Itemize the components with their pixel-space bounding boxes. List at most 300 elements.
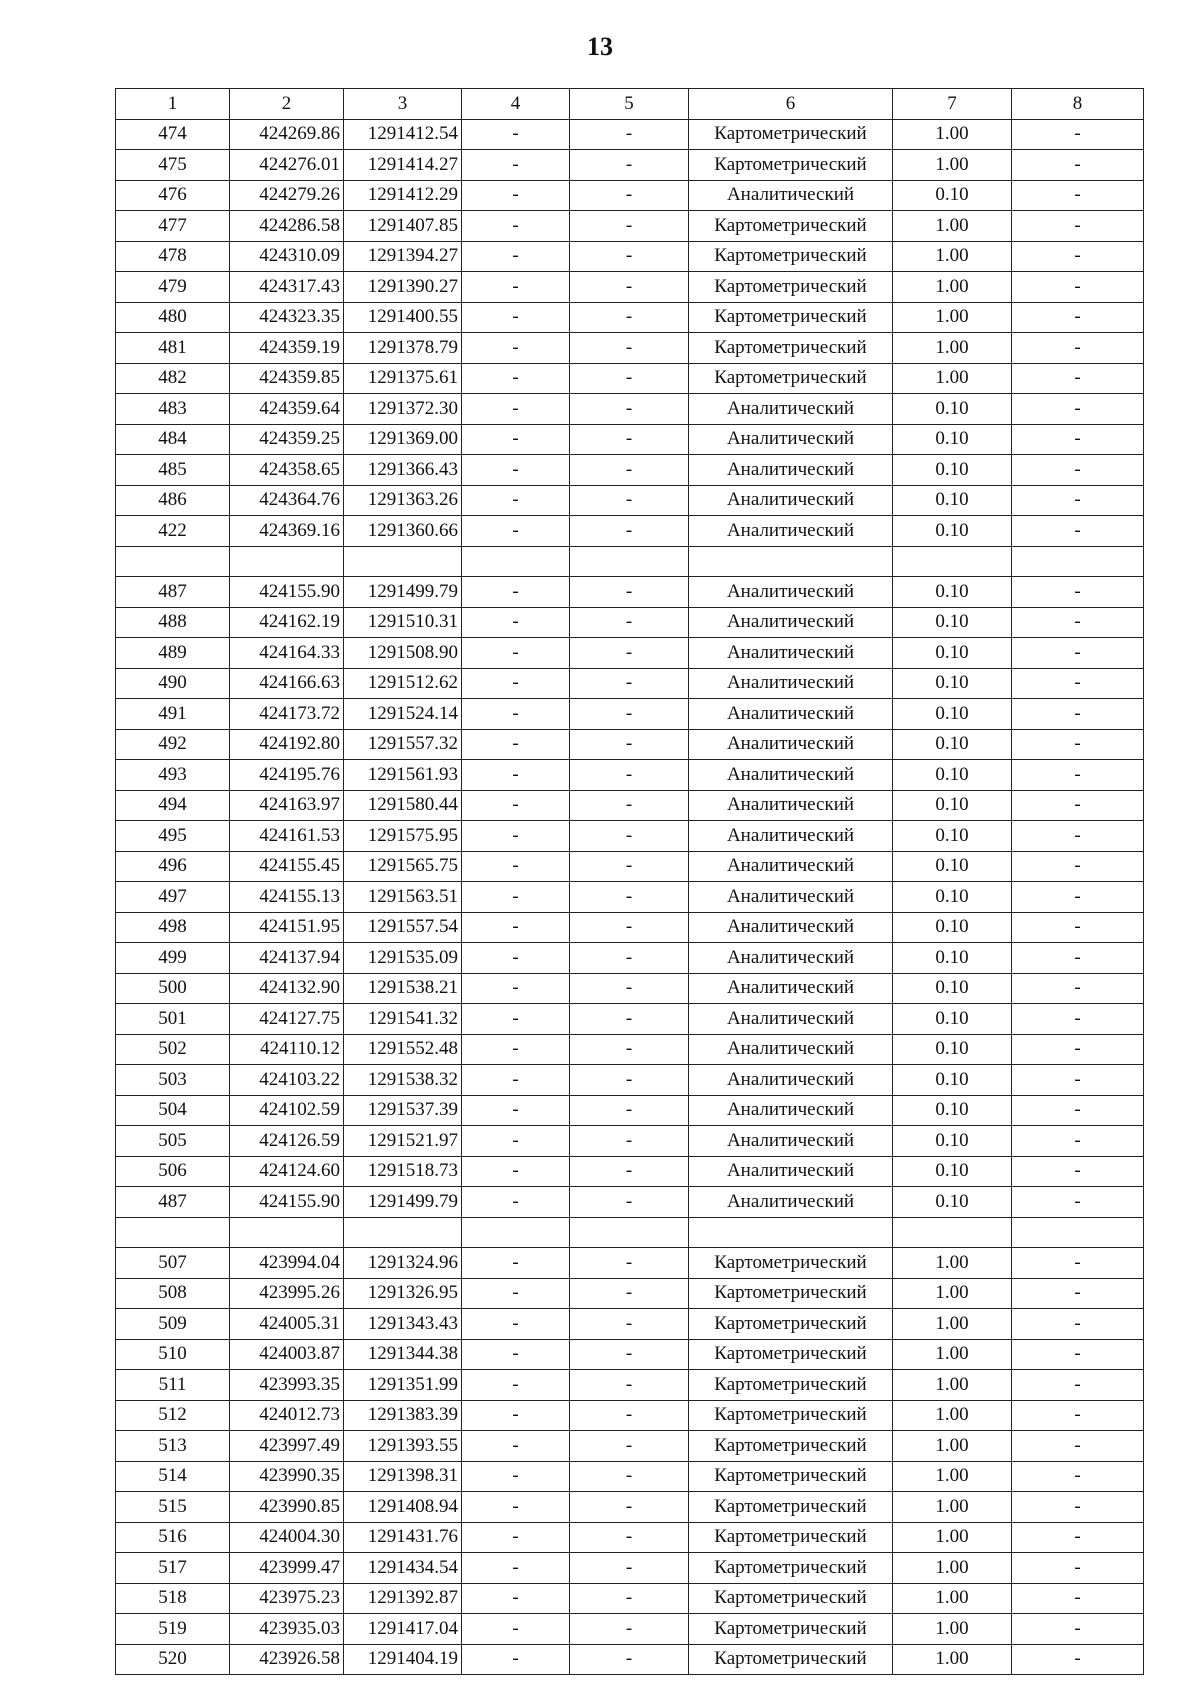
cell-x-coordinate: 424359.85 [230, 363, 344, 394]
cell-point-number: 485 [116, 455, 230, 486]
cell-x-coordinate: 424005.31 [230, 1309, 344, 1340]
cell-y-coordinate: 1291343.43 [344, 1309, 462, 1340]
cell-col-8: - [1012, 180, 1144, 211]
table-row [116, 1248, 1144, 1279]
cell-col-8: - [1012, 363, 1144, 394]
cell-method: Картометрический [689, 1553, 893, 1584]
cell-point-number: 484 [116, 424, 230, 455]
cell-col-4 [462, 546, 570, 577]
cell-col-8: - [1012, 821, 1144, 852]
cell-y-coordinate: 1291407.85 [344, 211, 462, 242]
cell-y-coordinate: 1291394.27 [344, 241, 462, 272]
cell-method: Аналитический [689, 394, 893, 425]
cell-accuracy: 1.00 [893, 1644, 1012, 1675]
cell-y-coordinate: 1291563.51 [344, 882, 462, 913]
cell-point-number: 517 [116, 1553, 230, 1584]
cell-point-number: 507 [116, 1248, 230, 1279]
cell-method: Аналитический [689, 943, 893, 974]
table-row [116, 1522, 1144, 1553]
cell-col-8: - [1012, 943, 1144, 974]
cell-method: Картометрический [689, 333, 893, 364]
cell-col-8 [1012, 546, 1144, 577]
cell-x-coordinate: 424003.87 [230, 1339, 344, 1370]
cell-col-5: - [570, 394, 689, 425]
cell-col-5: - [570, 1522, 689, 1553]
cell-method: Аналитический [689, 699, 893, 730]
cell-accuracy: 0.10 [893, 485, 1012, 516]
cell-x-coordinate: 424286.58 [230, 211, 344, 242]
cell-accuracy: 1.00 [893, 1583, 1012, 1614]
cell-method: Картометрический [689, 150, 893, 181]
cell-y-coordinate: 1291508.90 [344, 638, 462, 669]
column-header-5: 5 [570, 89, 689, 120]
cell-col-8: - [1012, 851, 1144, 882]
table-row [116, 455, 1144, 486]
cell-col-8: - [1012, 760, 1144, 791]
cell-y-coordinate: 1291408.94 [344, 1492, 462, 1523]
cell-accuracy: 1.00 [893, 1553, 1012, 1584]
cell-point-number: 422 [116, 516, 230, 547]
cell-y-coordinate: 1291398.31 [344, 1461, 462, 1492]
cell-method: Аналитический [689, 973, 893, 1004]
table-row [116, 699, 1144, 730]
cell-y-coordinate: 1291392.87 [344, 1583, 462, 1614]
cell-col-4: - [462, 1583, 570, 1614]
cell-x-coordinate: 424124.60 [230, 1156, 344, 1187]
table-row [116, 516, 1144, 547]
cell-x-coordinate: 423990.35 [230, 1461, 344, 1492]
cell-accuracy: 1.00 [893, 150, 1012, 181]
cell-method: Аналитический [689, 1034, 893, 1065]
cell-point-number: 500 [116, 973, 230, 1004]
table-row [116, 1126, 1144, 1157]
cell-col-8: - [1012, 1278, 1144, 1309]
table-row [116, 241, 1144, 272]
cell-point-number: 480 [116, 302, 230, 333]
cell-y-coordinate: 1291538.21 [344, 973, 462, 1004]
cell-col-5: - [570, 1126, 689, 1157]
column-header-8: 8 [1012, 89, 1144, 120]
cell-method: Аналитический [689, 607, 893, 638]
cell-method: Картометрический [689, 1400, 893, 1431]
cell-accuracy: 0.10 [893, 729, 1012, 760]
cell-x-coordinate: 423935.03 [230, 1614, 344, 1645]
cell-method: Аналитический [689, 912, 893, 943]
cell-point-number: 505 [116, 1126, 230, 1157]
cell-y-coordinate: 1291431.76 [344, 1522, 462, 1553]
cell-point-number: 512 [116, 1400, 230, 1431]
cell-accuracy: 1.00 [893, 1614, 1012, 1645]
cell-method: Аналитический [689, 638, 893, 669]
cell-y-coordinate: 1291414.27 [344, 150, 462, 181]
cell-col-5: - [570, 1400, 689, 1431]
cell-method: Аналитический [689, 729, 893, 760]
cell-method: Аналитический [689, 1156, 893, 1187]
cell-accuracy: 1.00 [893, 363, 1012, 394]
cell-col-4: - [462, 1248, 570, 1279]
cell-col-8: - [1012, 455, 1144, 486]
cell-col-8: - [1012, 241, 1144, 272]
cell-col-5: - [570, 333, 689, 364]
cell-col-4: - [462, 882, 570, 913]
cell-x-coordinate: 424132.90 [230, 973, 344, 1004]
table-row [116, 150, 1144, 181]
cell-col-5: - [570, 760, 689, 791]
cell-col-5: - [570, 912, 689, 943]
cell-col-4: - [462, 516, 570, 547]
cell-accuracy: 0.10 [893, 943, 1012, 974]
cell-col-5: - [570, 821, 689, 852]
cell-y-coordinate: 1291575.95 [344, 821, 462, 852]
cell-method: Аналитический [689, 1187, 893, 1218]
cell-col-5: - [570, 668, 689, 699]
cell-y-coordinate: 1291400.55 [344, 302, 462, 333]
cell-col-5: - [570, 1461, 689, 1492]
cell-col-5: - [570, 638, 689, 669]
cell-col-5: - [570, 943, 689, 974]
column-header-4: 4 [462, 89, 570, 120]
cell-method: Картометрический [689, 1309, 893, 1340]
cell-point-number: 475 [116, 150, 230, 181]
cell-x-coordinate: 424162.19 [230, 607, 344, 638]
cell-col-8: - [1012, 882, 1144, 913]
cell-x-coordinate: 424279.26 [230, 180, 344, 211]
cell-col-5: - [570, 1156, 689, 1187]
cell-accuracy: 0.10 [893, 180, 1012, 211]
cell-col-5: - [570, 1034, 689, 1065]
cell-method: Картометрический [689, 1248, 893, 1279]
table-row [116, 668, 1144, 699]
table-row [116, 607, 1144, 638]
cell-col-8: - [1012, 1431, 1144, 1462]
cell-accuracy: 1.00 [893, 1400, 1012, 1431]
cell-accuracy: 0.10 [893, 638, 1012, 669]
cell-y-coordinate: 1291565.75 [344, 851, 462, 882]
cell-col-4: - [462, 150, 570, 181]
cell-col-8: - [1012, 790, 1144, 821]
cell-col-5: - [570, 119, 689, 150]
cell-col-4: - [462, 607, 570, 638]
cell-method: Картометрический [689, 211, 893, 242]
cell-col-5: - [570, 1583, 689, 1614]
table-row [116, 1461, 1144, 1492]
cell-col-8: - [1012, 729, 1144, 760]
cell-col-8: - [1012, 1553, 1144, 1584]
cell-point-number: 496 [116, 851, 230, 882]
table-row [116, 1492, 1144, 1523]
table-row [116, 1339, 1144, 1370]
cell-col-4: - [462, 455, 570, 486]
cell-y-coordinate: 1291510.31 [344, 607, 462, 638]
cell-method: Картометрический [689, 1431, 893, 1462]
cell-col-8: - [1012, 119, 1144, 150]
cell-col-8: - [1012, 1400, 1144, 1431]
table-row [116, 211, 1144, 242]
cell-accuracy: 1.00 [893, 1492, 1012, 1523]
cell-y-coordinate: 1291372.30 [344, 394, 462, 425]
cell-y-coordinate: 1291561.93 [344, 760, 462, 791]
cell-y-coordinate: 1291366.43 [344, 455, 462, 486]
cell-col-4: - [462, 821, 570, 852]
cell-method: Картометрический [689, 302, 893, 333]
cell-accuracy: 0.10 [893, 1156, 1012, 1187]
cell-x-coordinate: 424269.86 [230, 119, 344, 150]
cell-accuracy: 0.10 [893, 668, 1012, 699]
cell-accuracy: 1.00 [893, 1278, 1012, 1309]
cell-col-5: - [570, 973, 689, 1004]
cell-point-number: 478 [116, 241, 230, 272]
cell-col-8: - [1012, 333, 1144, 364]
cell-x-coordinate: 424155.90 [230, 577, 344, 608]
cell-point-number: 514 [116, 1461, 230, 1492]
cell-col-5: - [570, 1309, 689, 1340]
cell-point-number: 474 [116, 119, 230, 150]
cell-point-number: 510 [116, 1339, 230, 1370]
cell-accuracy: 1.00 [893, 211, 1012, 242]
cell-x-coordinate: 424012.73 [230, 1400, 344, 1431]
cell-y-coordinate: 1291383.39 [344, 1400, 462, 1431]
cell-col-8: - [1012, 1095, 1144, 1126]
cell-col-4: - [462, 1431, 570, 1462]
cell-x-coordinate: 424317.43 [230, 272, 344, 303]
cell-point-number: 504 [116, 1095, 230, 1126]
cell-x-coordinate: 424192.80 [230, 729, 344, 760]
table-row [116, 394, 1144, 425]
cell-col-4: - [462, 1004, 570, 1035]
cell-col-5: - [570, 516, 689, 547]
cell-point-number: 520 [116, 1644, 230, 1675]
cell-x-coordinate: 423926.58 [230, 1644, 344, 1675]
table-row [116, 1400, 1144, 1431]
cell-accuracy: 0.10 [893, 1065, 1012, 1096]
cell-col-5: - [570, 1553, 689, 1584]
cell-col-4: - [462, 790, 570, 821]
cell-method: Картометрический [689, 119, 893, 150]
cell-point-number: 506 [116, 1156, 230, 1187]
cell-col-8: - [1012, 699, 1144, 730]
cell-col-4: - [462, 180, 570, 211]
cell-x-coordinate: 424359.64 [230, 394, 344, 425]
cell-col-4: - [462, 333, 570, 364]
cell-x-coordinate: 424102.59 [230, 1095, 344, 1126]
cell-col-8: - [1012, 302, 1144, 333]
cell-point-number: 479 [116, 272, 230, 303]
cell-col-5: - [570, 1065, 689, 1096]
cell-x-coordinate: 424166.63 [230, 668, 344, 699]
cell-col-4: - [462, 1614, 570, 1645]
cell-accuracy: 0.10 [893, 455, 1012, 486]
cell-method [689, 546, 893, 577]
cell-col-4: - [462, 485, 570, 516]
cell-col-4: - [462, 760, 570, 791]
table-row [116, 760, 1144, 791]
cell-col-8: - [1012, 1126, 1144, 1157]
cell-accuracy: 0.10 [893, 424, 1012, 455]
cell-col-8: - [1012, 1248, 1144, 1279]
column-header-1: 1 [116, 89, 230, 120]
cell-col-8: - [1012, 1309, 1144, 1340]
cell-point-number: 509 [116, 1309, 230, 1340]
cell-x-coordinate: 424161.53 [230, 821, 344, 852]
cell-col-8 [1012, 1217, 1144, 1248]
table-row [116, 790, 1144, 821]
cell-x-coordinate: 424164.33 [230, 638, 344, 669]
cell-col-8: - [1012, 668, 1144, 699]
cell-col-4: - [462, 1095, 570, 1126]
cell-accuracy: 0.10 [893, 790, 1012, 821]
cell-point-number: 515 [116, 1492, 230, 1523]
table-row [116, 302, 1144, 333]
cell-accuracy [893, 1217, 1012, 1248]
cell-accuracy: 0.10 [893, 1004, 1012, 1035]
cell-point-number: 493 [116, 760, 230, 791]
cell-col-5: - [570, 241, 689, 272]
cell-point-number: 476 [116, 180, 230, 211]
cell-accuracy: 0.10 [893, 760, 1012, 791]
cell-y-coordinate: 1291417.04 [344, 1614, 462, 1645]
cell-y-coordinate: 1291524.14 [344, 699, 462, 730]
cell-accuracy: 1.00 [893, 1522, 1012, 1553]
cell-col-4: - [462, 973, 570, 1004]
cell-y-coordinate: 1291369.00 [344, 424, 462, 455]
cell-col-5: - [570, 455, 689, 486]
cell-method: Аналитический [689, 1126, 893, 1157]
cell-accuracy: 0.10 [893, 516, 1012, 547]
table-row [116, 943, 1144, 974]
table-row [116, 1614, 1144, 1645]
cell-col-8: - [1012, 1583, 1144, 1614]
column-header-2: 2 [230, 89, 344, 120]
cell-x-coordinate: 424359.25 [230, 424, 344, 455]
cell-col-8: - [1012, 1614, 1144, 1645]
cell-x-coordinate: 424323.35 [230, 302, 344, 333]
cell-col-5: - [570, 699, 689, 730]
cell-col-4: - [462, 699, 570, 730]
cell-accuracy: 0.10 [893, 1095, 1012, 1126]
cell-accuracy: 0.10 [893, 1034, 1012, 1065]
cell-col-5: - [570, 1339, 689, 1370]
table-row [116, 1309, 1144, 1340]
cell-col-8: - [1012, 1522, 1144, 1553]
table-row [116, 1278, 1144, 1309]
cell-accuracy: 1.00 [893, 1431, 1012, 1462]
cell-col-8: - [1012, 485, 1144, 516]
cell-point-number: 481 [116, 333, 230, 364]
cell-x-coordinate: 423993.35 [230, 1370, 344, 1401]
cell-col-5: - [570, 1248, 689, 1279]
cell-point-number: 498 [116, 912, 230, 943]
cell-point-number: 488 [116, 607, 230, 638]
cell-col-4: - [462, 1126, 570, 1157]
cell-accuracy: 1.00 [893, 1461, 1012, 1492]
cell-x-coordinate: 424369.16 [230, 516, 344, 547]
cell-col-4: - [462, 1187, 570, 1218]
cell-point-number: 508 [116, 1278, 230, 1309]
table-row [116, 1370, 1144, 1401]
cell-method: Аналитический [689, 577, 893, 608]
table-row [116, 1553, 1144, 1584]
cell-accuracy: 0.10 [893, 699, 1012, 730]
table-row [116, 1034, 1144, 1065]
cell-point-number: 487 [116, 1187, 230, 1218]
cell-x-coordinate: 424103.22 [230, 1065, 344, 1096]
cell-col-4: - [462, 1400, 570, 1431]
cell-col-5: - [570, 302, 689, 333]
cell-col-4: - [462, 1553, 570, 1584]
cell-y-coordinate: 1291521.97 [344, 1126, 462, 1157]
cell-col-8: - [1012, 1065, 1144, 1096]
cell-col-5: - [570, 1644, 689, 1675]
cell-col-4: - [462, 241, 570, 272]
cell-accuracy: 0.10 [893, 912, 1012, 943]
cell-point-number: 486 [116, 485, 230, 516]
cell-col-4: - [462, 272, 570, 303]
cell-col-5: - [570, 211, 689, 242]
cell-x-coordinate: 424173.72 [230, 699, 344, 730]
cell-col-4: - [462, 668, 570, 699]
cell-x-coordinate: 423990.85 [230, 1492, 344, 1523]
cell-y-coordinate [344, 1217, 462, 1248]
cell-point-number: 499 [116, 943, 230, 974]
cell-y-coordinate: 1291378.79 [344, 333, 462, 364]
cell-col-4: - [462, 394, 570, 425]
cell-col-5: - [570, 882, 689, 913]
cell-accuracy: 1.00 [893, 333, 1012, 364]
cell-method: Картометрический [689, 1339, 893, 1370]
page-number: 13 [587, 32, 613, 61]
cell-method: Картометрический [689, 1278, 893, 1309]
column-header-3: 3 [344, 89, 462, 120]
cell-col-5: - [570, 1614, 689, 1645]
cell-col-8: - [1012, 1492, 1144, 1523]
cell-col-5: - [570, 729, 689, 760]
cell-x-coordinate: 424004.30 [230, 1522, 344, 1553]
cell-col-5: - [570, 1431, 689, 1462]
cell-col-5 [570, 546, 689, 577]
cell-point-number: 503 [116, 1065, 230, 1096]
cell-col-8: - [1012, 912, 1144, 943]
table-row [116, 729, 1144, 760]
cell-y-coordinate: 1291499.79 [344, 577, 462, 608]
cell-point-number: 492 [116, 729, 230, 760]
cell-point-number: 482 [116, 363, 230, 394]
cell-point-number: 491 [116, 699, 230, 730]
cell-method: Аналитический [689, 1065, 893, 1096]
table-header-row [116, 89, 1144, 120]
cell-y-coordinate: 1291541.32 [344, 1004, 462, 1035]
column-header-7: 7 [893, 89, 1012, 120]
table-row [116, 1065, 1144, 1096]
cell-col-8: - [1012, 973, 1144, 1004]
cell-col-8: - [1012, 516, 1144, 547]
cell-col-4: - [462, 1309, 570, 1340]
cell-col-4: - [462, 912, 570, 943]
cell-accuracy: 1.00 [893, 1309, 1012, 1340]
table-row [116, 1156, 1144, 1187]
cell-point-number [116, 1217, 230, 1248]
cell-x-coordinate: 424155.90 [230, 1187, 344, 1218]
cell-x-coordinate: 423995.26 [230, 1278, 344, 1309]
cell-method: Аналитический [689, 180, 893, 211]
table-body [116, 119, 1144, 1675]
cell-col-4: - [462, 1339, 570, 1370]
cell-col-4: - [462, 363, 570, 394]
cell-point-number: 497 [116, 882, 230, 913]
cell-y-coordinate: 1291344.38 [344, 1339, 462, 1370]
cell-y-coordinate: 1291538.32 [344, 1065, 462, 1096]
table-row [116, 1095, 1144, 1126]
cell-col-5: - [570, 1095, 689, 1126]
